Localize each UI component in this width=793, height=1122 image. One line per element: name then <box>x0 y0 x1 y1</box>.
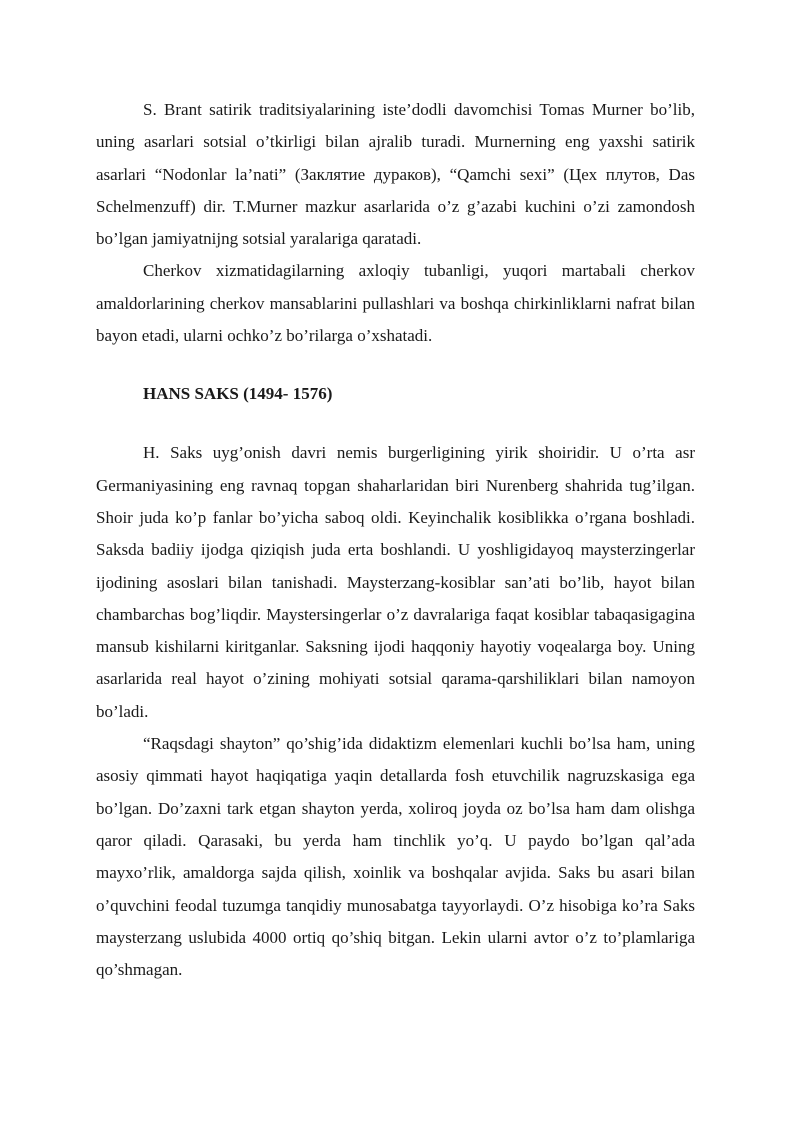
paragraph-cherkov: Cherkov xizmatidagilarning axloqiy tubanligi, yuqori martabali cherkov amaldorlarining cherkov mansablarini pullashlari va boshqa chirkinliklarni nafrat bilan bayon etadi, ularni ochko’z bo’rilarga o’xshatadi. <box>96 261 695 346</box>
paragraph-saks-bio: H. Saks uyg’onish davri nemis burgerligining yirik shoiridir. U o’rta asr Germaniyasining eng ravnaq topgan shaharlaridan biri Nurenberg shahrida tug’ilgan. Shoir juda ko’p fanlar bo’yicha saboq oldi. Keyinchalik kosiblikka o’rgana boshladi. Saksda badiiy ijodga qiziqish juda erta boshlandi. U yoshligidayoq maysterzingerlar ijodining asoslari bilan tanishadi. Maysterzang-kosiblar san’ati bo’lib, hayot bilan chambarchas bog’liqdir. Maystersingerlar o’z davralariga faqat kosiblar tabaqasigagina mansub kishilarni kiritganlar. Saksning ijodi haqqoniy hayotiy voqealarga boy. Uning asarlarida real hayot o’zining mohiyati sotsial qarama-qarshiliklari bilan namoyon bo’ladi. <box>96 443 695 721</box>
section-heading: HANS SAKS (1494- 1576) <box>143 384 333 404</box>
paragraph-raqsdagi-shayton: “Raqsdagi shayton” qo’shig’ida didaktizm elemenlari kuchli bo’lsa ham, uning asosiy qimmati hayot haqiqatiga yaqin detallarda fosh etuvchilik nagruzskasiga ega bo’lgan. Do’zaxni tark etgan shayton yerda, xoliroq joyda oz bo’lsa ham dam olishga qaror qiladi. Qarasaki, bu yerda ham tinchlik yo’q. U paydo bo’lgan qal’ada mayxo’rlik, amaldorga sajda qilish, xoinlik va boshqalar avjida. Saks bu asari bilan o’quvchini feodal tuzumga tanqidiy munosabatga tayyorlaydi. O’z hisobiga ko’ra Saks maysterzang uslubida 4000 ortiq qo’shiq bitgan. Lekin ularni avtor o’z to’plamlariga qo’shmagan. <box>96 734 695 980</box>
paragraph-murner: S. Brant satirik traditsiyalarining iste’dodli davomchisi Tomas Murner bo’lib, uning asarlari sotsial o’tkirligi bilan ajralib turadi. Murnerning eng yaxshi satirik asarlari “Nodonlar la’nati” (Заклятие дураков), “Qamchi sexi” (Цех плутов, Das Schelmenzuff) dir. T.Murner mazkur asarlarida o’z g’azabi kuchini o’zi zamondosh bo’lgan jamiyatnijng sotsial yaralariga qaratadi. <box>96 100 695 249</box>
